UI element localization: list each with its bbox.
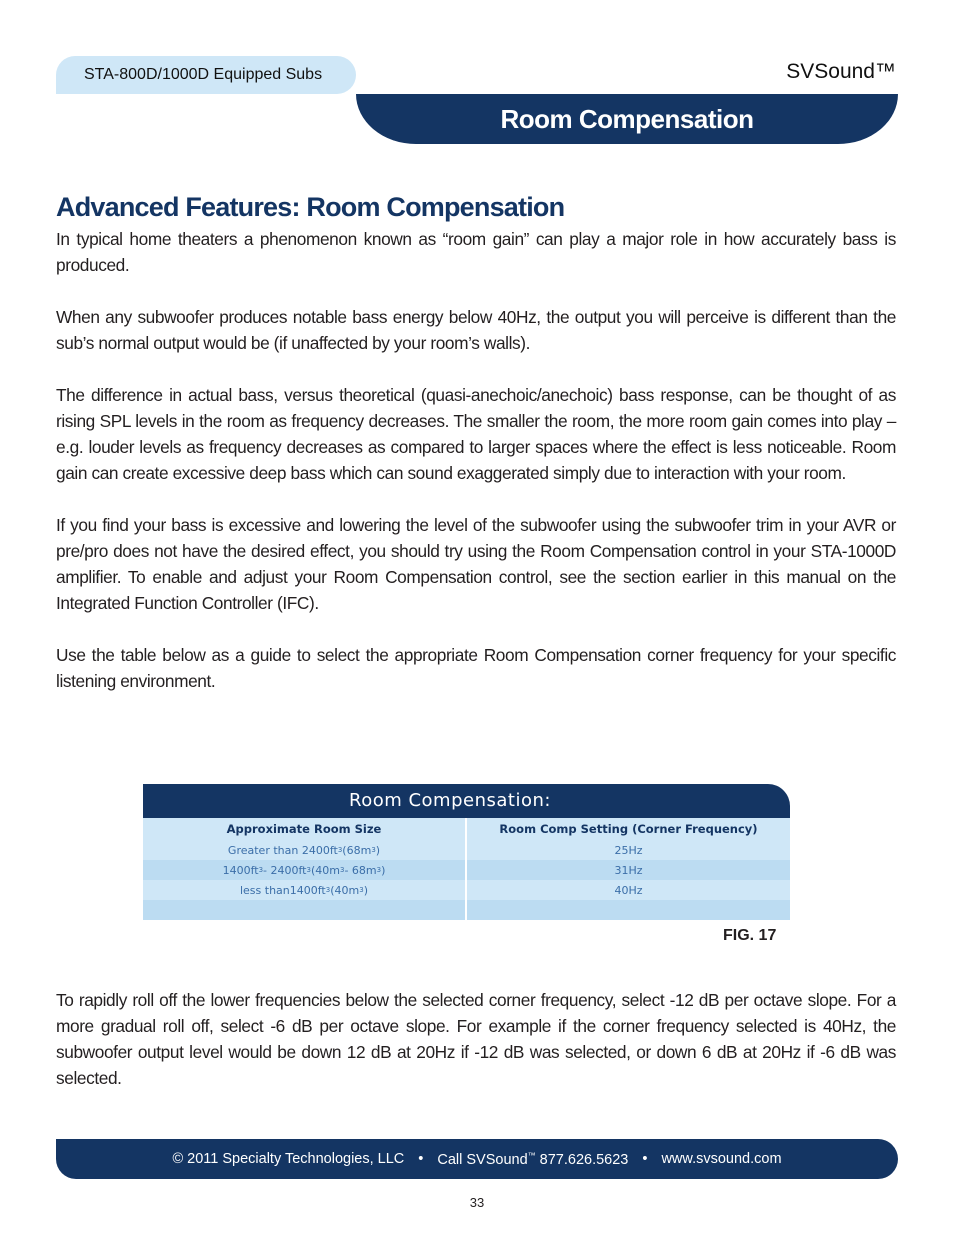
footer-website-link[interactable]: www.svsound.com	[661, 1151, 782, 1167]
column-header-setting: Room Comp Setting (Corner Frequency)	[499, 822, 758, 836]
room-size-cell: 1400ft 3 - 2400ft 3 (40m 3 - 68m 3 )	[143, 860, 467, 880]
empty-cell	[467, 900, 790, 920]
section-title: Room Compensation	[500, 103, 754, 134]
footer-phone: Call SVSound™ 877.626.5623	[437, 1150, 629, 1168]
setting-cell: 25Hz	[614, 843, 643, 857]
table-header-row	[143, 818, 790, 840]
page-number: 33	[469, 1195, 485, 1210]
paragraph-below-40hz: When any subwoofer produces notable bass energy below 40Hz, the output you will perceive is different than the sub’s normal output would be (if unaffected by your room’s walls).	[56, 307, 896, 353]
room-compensation-table	[143, 784, 790, 920]
setting-cell: 31Hz	[614, 863, 643, 877]
footer-separator: •	[418, 1151, 424, 1167]
column-header-room-size: Approximate Room Size	[143, 818, 467, 840]
paragraph-excessive-bass: If you find your bass is excessive and lowering the level of the subwoofer using the subwoofer trim in your AVR or pre/pro does not have the desired effect, you should try using the Room Compensation control in your STA-1000D amplifier. To enable and adjust your Room Compensation control, see the section earlier in this manual on the Integrated Function Controller (IFC).	[56, 515, 896, 613]
paragraph-roll-off: To rapidly roll off the lower frequencies below the selected corner frequency, select -12 dB per octave slope. For a more gradual roll off, select -6 dB per octave slope. For example if the corner frequency selected is 40Hz, the subwoofer output level would be down 12 dB at 20Hz if -12 dB was selected, or down 6 dB at 20Hz if -6 dB was selected.	[56, 990, 896, 1088]
table-title: Room Compensation:	[143, 784, 790, 818]
table-body	[143, 818, 790, 920]
figure-caption: FIG. 17	[723, 927, 777, 944]
closing-text	[56, 987, 896, 1091]
setting-cell: 40Hz	[614, 883, 643, 897]
paragraph-room-gain: In typical home theaters a phenomenon known as “room gain” can play a major role in how accurately bass is produced.	[56, 229, 896, 275]
brand-name: SVSound™	[786, 60, 896, 83]
room-size-cell: less than1400ft 3 (40m 3 )	[143, 880, 467, 900]
model-tab: STA-800D/1000D Equipped Subs	[56, 56, 356, 94]
paragraph-use-table: Use the table below as a guide to select the appropriate Room Compensation corner frequency for your specific listening environment.	[56, 645, 896, 691]
table-row	[143, 840, 790, 860]
table-row	[143, 860, 790, 880]
section-banner	[356, 94, 898, 144]
room-size-cell: Greater than 2400ft 3 (68m 3 )	[143, 840, 467, 860]
paragraph-spl-difference: The difference in actual bass, versus theoretical (quasi-anechoic/anechoic) bass response, can be thought of as rising SPL levels in the room as frequency decreases. The smaller the room, the more room gain comes into play – e.g. louder levels as frequency decreases as compared to larger spaces where the effect is less noticeable. Room gain can create excessive deep bass which can sound exaggerated simply due to interaction with your room.	[56, 385, 896, 483]
empty-cell	[143, 900, 467, 920]
footer-bar	[56, 1139, 898, 1179]
table-row	[143, 880, 790, 900]
table-row-empty	[143, 900, 790, 920]
body-text	[56, 226, 896, 720]
page-heading: Advanced Features: Room Compensation	[56, 192, 565, 222]
footer-separator: •	[642, 1151, 648, 1167]
footer-copyright: © 2011 Specialty Technologies, LLC	[172, 1151, 405, 1167]
